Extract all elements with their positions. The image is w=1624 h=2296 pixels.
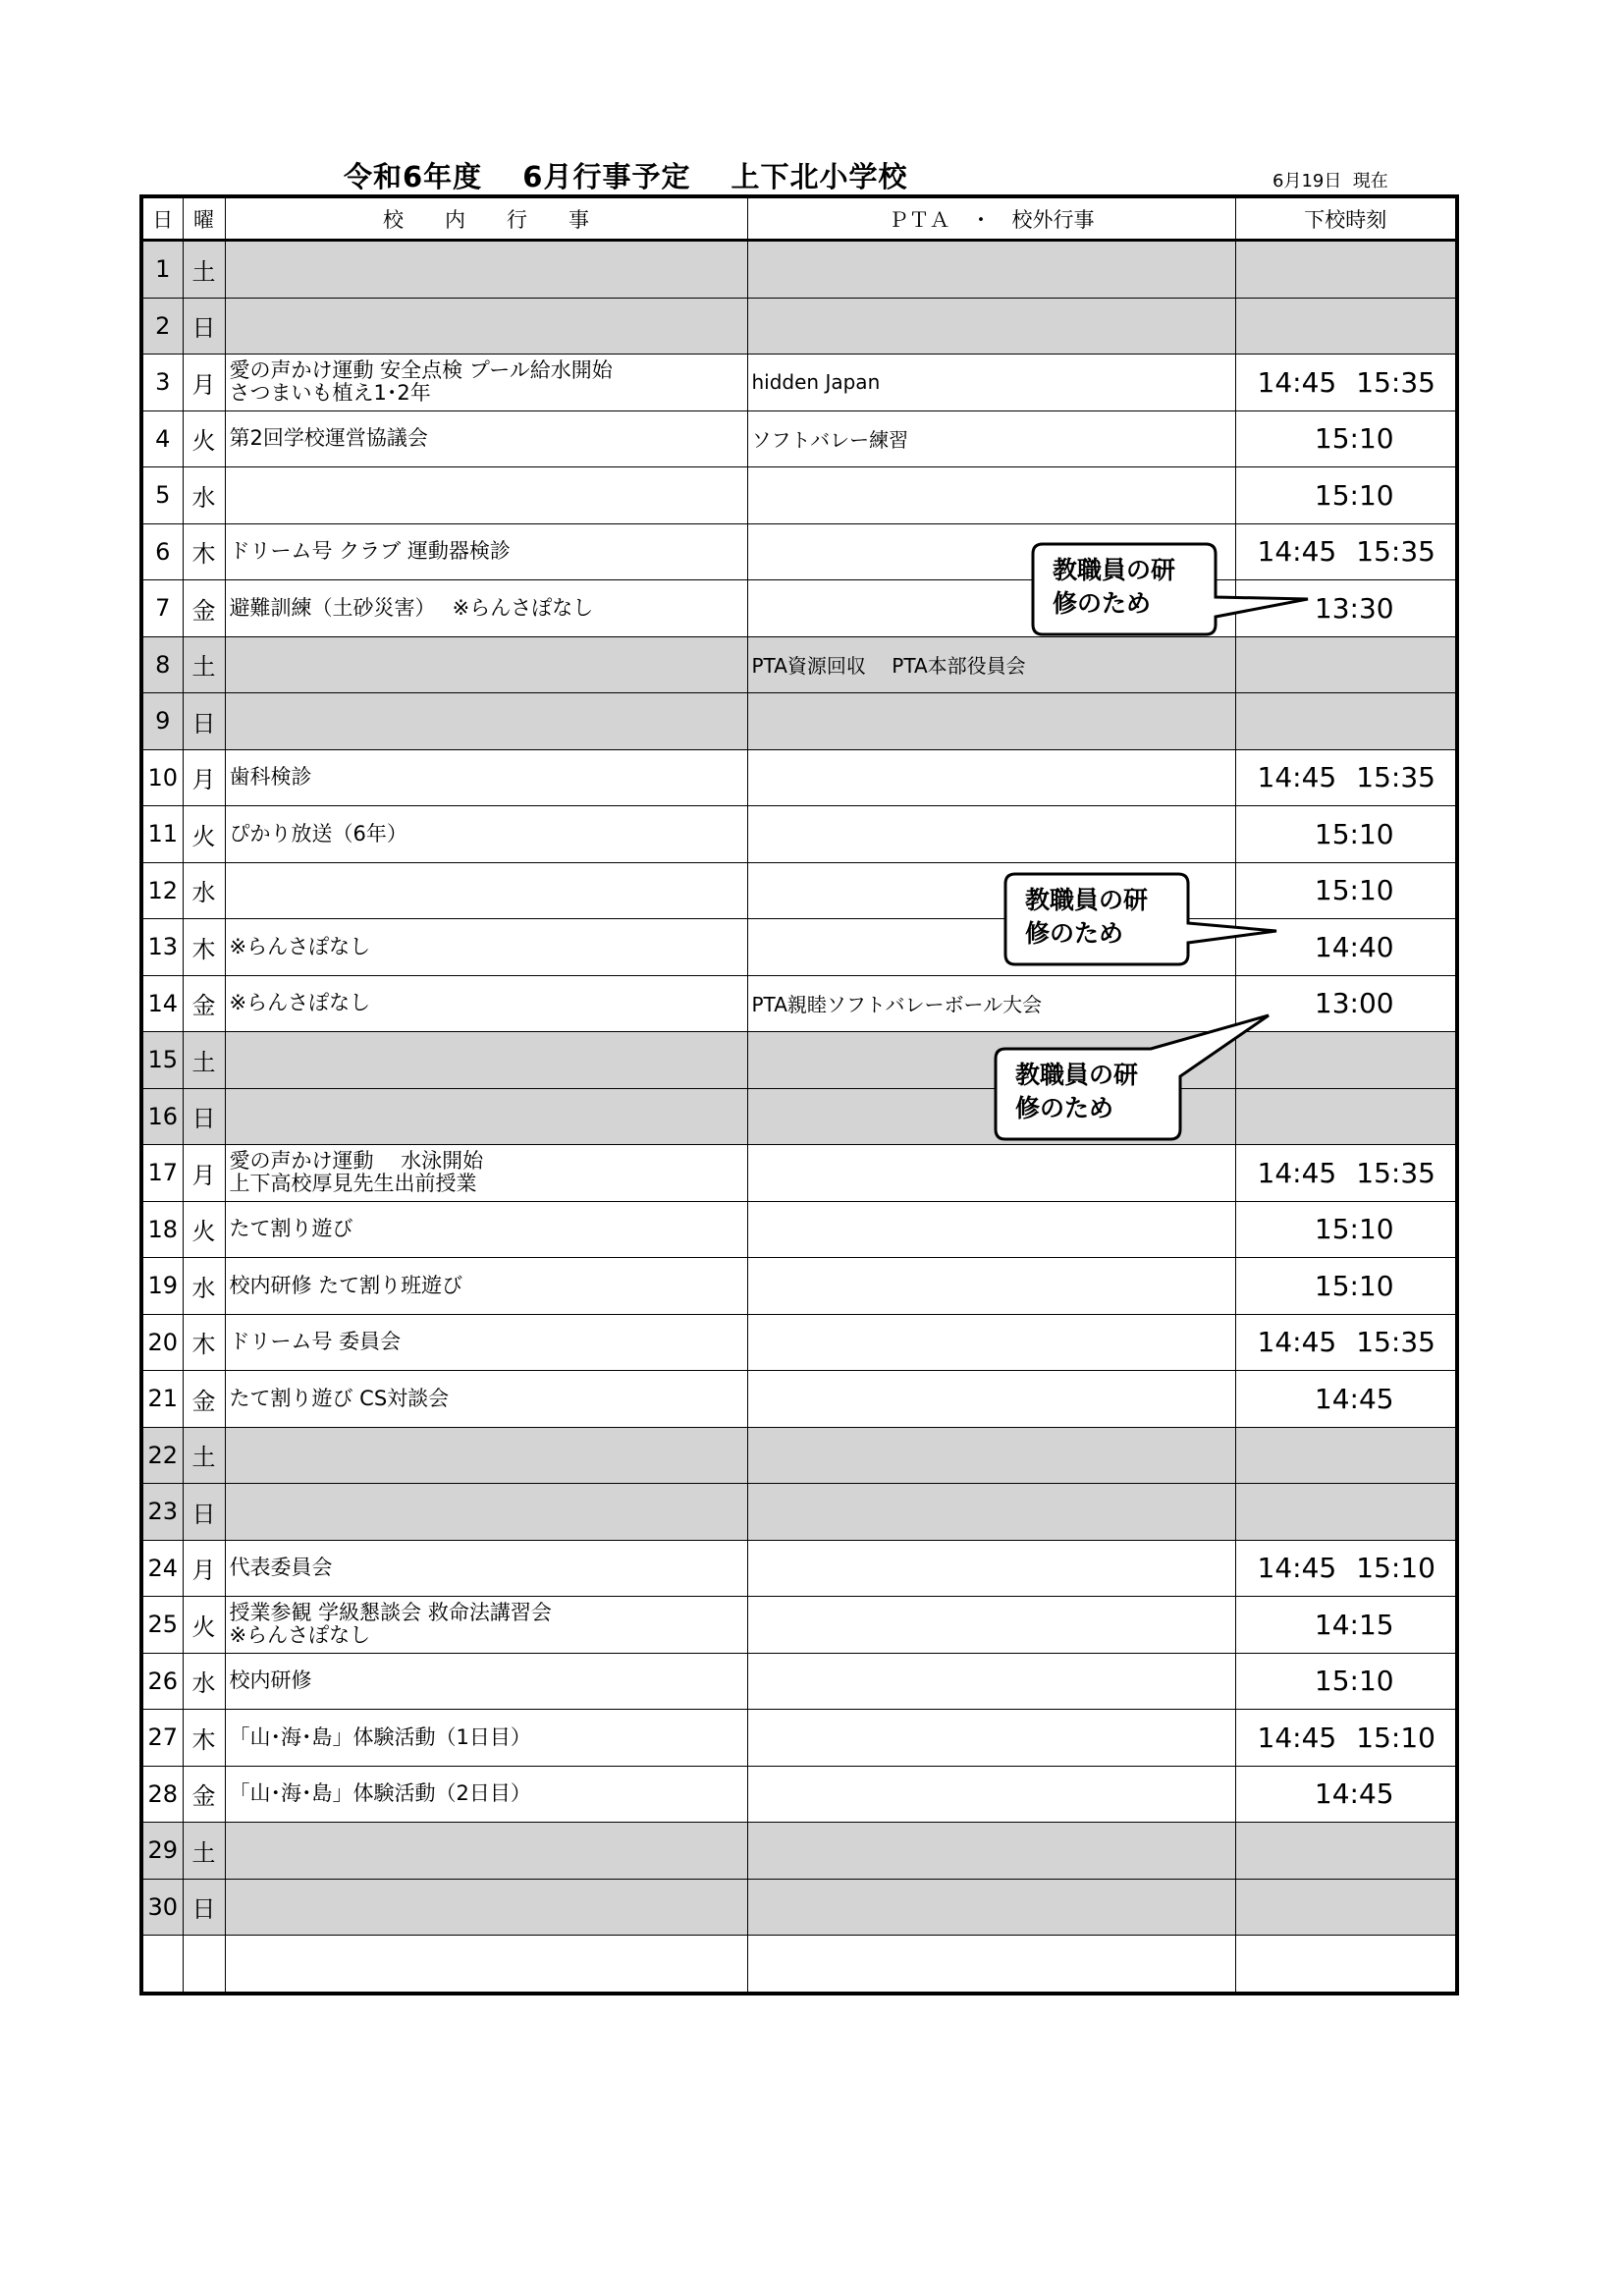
weekday-cell: 日 bbox=[183, 1879, 225, 1936]
callout-text: 教職員の研 修のため bbox=[1025, 886, 1149, 948]
table-row bbox=[141, 693, 1457, 750]
day-cell: 3 bbox=[141, 355, 183, 411]
day-cell: 1 bbox=[141, 241, 183, 299]
dismissal-time-pair bbox=[1236, 1157, 1456, 1189]
weekday-cell: 火 bbox=[183, 410, 225, 467]
dismissal-time-cell bbox=[1235, 241, 1457, 299]
weekday-cell: 木 bbox=[183, 1314, 225, 1371]
day-cell bbox=[141, 1936, 183, 1994]
table-row bbox=[141, 1879, 1457, 1936]
table-row bbox=[141, 298, 1457, 355]
table-row bbox=[141, 241, 1457, 299]
dismissal-time-cell bbox=[1235, 1145, 1457, 1202]
callout-text: 教職員の研 修のため bbox=[1053, 556, 1176, 618]
dismissal-time-cell bbox=[1235, 1766, 1457, 1823]
header-row bbox=[141, 196, 1457, 241]
dismissal-time-cell bbox=[1235, 806, 1457, 863]
day-cell: 26 bbox=[141, 1653, 183, 1710]
dismissal-time: 13:00 bbox=[1314, 987, 1394, 1020]
dismissal-time-early: 14:45 bbox=[1257, 1326, 1337, 1359]
dismissal-time-cell bbox=[1235, 1597, 1457, 1654]
callout-text: 教職員の研 修のため bbox=[1015, 1061, 1139, 1122]
school-event-cell: 歯科検診 bbox=[225, 749, 747, 806]
dismissal-time-pair bbox=[1236, 1552, 1456, 1584]
pta-event-cell bbox=[747, 693, 1235, 750]
weekday-cell: 月 bbox=[183, 1540, 225, 1597]
schedule-body bbox=[141, 241, 1457, 1994]
school-event-cell bbox=[225, 467, 747, 524]
weekday-cell: 火 bbox=[183, 806, 225, 863]
weekday-cell: 日 bbox=[183, 1088, 225, 1145]
pta-event-cell bbox=[747, 1427, 1235, 1484]
weekday-cell: 月 bbox=[183, 355, 225, 411]
school-event-cell: 愛の声かけ運動 安全点検 プール給水開始 さつまいも植え1･2年 bbox=[225, 355, 747, 411]
dismissal-time: 15:10 bbox=[1314, 1269, 1394, 1302]
pta-event-cell bbox=[747, 1314, 1235, 1371]
dismissal-time: 15:10 bbox=[1314, 1213, 1394, 1246]
table-row bbox=[141, 1766, 1457, 1823]
table-row bbox=[141, 1427, 1457, 1484]
school-event-cell bbox=[225, 1879, 747, 1936]
dismissal-time: 14:15 bbox=[1314, 1608, 1394, 1641]
pta-event-cell bbox=[747, 1936, 1235, 1994]
dismissal-time-late: 15:35 bbox=[1356, 535, 1435, 569]
weekday-cell: 木 bbox=[183, 523, 225, 580]
dismissal-time-late: 15:35 bbox=[1356, 365, 1435, 399]
dismissal-time-early: 14:45 bbox=[1257, 1721, 1337, 1754]
school-event-cell bbox=[225, 241, 747, 299]
table-row bbox=[141, 1371, 1457, 1428]
pta-event-cell bbox=[747, 241, 1235, 299]
school-event-cell: ※らんさぽなし bbox=[225, 975, 747, 1032]
dismissal-time-cell bbox=[1235, 298, 1457, 355]
day-cell: 13 bbox=[141, 919, 183, 976]
pta-event-cell bbox=[747, 1597, 1235, 1654]
school-event-cell bbox=[225, 1823, 747, 1880]
table-row bbox=[141, 1145, 1457, 1202]
table-row bbox=[141, 410, 1457, 467]
school-event-cell bbox=[225, 1484, 747, 1541]
day-cell: 14 bbox=[141, 975, 183, 1032]
pta-event-cell: PTA資源回収 PTA本部役員会 bbox=[747, 636, 1235, 693]
school-event-cell bbox=[225, 1088, 747, 1145]
day-cell: 18 bbox=[141, 1201, 183, 1258]
school-event-cell: 授業参観 学級懇談会 救命法講習会 ※らんさぽなし bbox=[225, 1597, 747, 1654]
dismissal-time-cell bbox=[1235, 1936, 1457, 1994]
weekday-cell: 土 bbox=[183, 636, 225, 693]
school-event-cell bbox=[225, 693, 747, 750]
school-event-cell: 「山･海･島」体験活動（1日目） bbox=[225, 1710, 747, 1767]
day-cell: 7 bbox=[141, 580, 183, 637]
day-cell: 5 bbox=[141, 467, 183, 524]
callout-teacher-training-2 bbox=[1003, 872, 1190, 966]
dismissal-time-cell bbox=[1235, 1823, 1457, 1880]
dismissal-time-early: 14:45 bbox=[1257, 365, 1337, 399]
dismissal-time: 15:10 bbox=[1314, 817, 1394, 850]
page-title: 令和6年度 6月行事予定 上下北小学校 bbox=[344, 160, 908, 193]
table-row bbox=[141, 523, 1457, 580]
table-row bbox=[141, 467, 1457, 524]
pta-event-cell bbox=[747, 1201, 1235, 1258]
day-cell: 23 bbox=[141, 1484, 183, 1541]
school-event-cell: 代表委員会 bbox=[225, 1540, 747, 1597]
table-row bbox=[141, 919, 1457, 976]
table-row bbox=[141, 1710, 1457, 1767]
dismissal-time-cell bbox=[1235, 975, 1457, 1032]
school-event-cell: ドリーム号 クラブ 運動器検診 bbox=[225, 523, 747, 580]
school-event-cell: ※らんさぽなし bbox=[225, 919, 747, 976]
weekday-cell: 土 bbox=[183, 1823, 225, 1880]
school-event-cell bbox=[225, 1032, 747, 1089]
dismissal-time-late: 15:10 bbox=[1356, 1552, 1435, 1585]
table-row bbox=[141, 1201, 1457, 1258]
pta-event-cell bbox=[747, 806, 1235, 863]
day-cell: 20 bbox=[141, 1314, 183, 1371]
pta-event-cell bbox=[747, 1484, 1235, 1541]
as-of-date: 6月19日 現在 bbox=[1272, 171, 1388, 191]
weekday-cell: 木 bbox=[183, 1710, 225, 1767]
dismissal-time: 15:10 bbox=[1314, 478, 1394, 512]
dismissal-time-late: 15:35 bbox=[1356, 1156, 1435, 1189]
dismissal-time-early: 14:45 bbox=[1257, 1156, 1337, 1189]
pta-event-cell bbox=[747, 1145, 1235, 1202]
school-event-cell: 愛の声かけ運動 水泳開始 上下高校厚見先生出前授業 bbox=[225, 1145, 747, 1202]
pta-event-cell bbox=[747, 1823, 1235, 1880]
school-event-cell: 校内研修 たて割り班遊び bbox=[225, 1258, 747, 1315]
dismissal-time-cell bbox=[1235, 1710, 1457, 1767]
dismissal-time: 15:10 bbox=[1314, 874, 1394, 907]
weekday-cell: 月 bbox=[183, 1145, 225, 1202]
dismissal-time-cell bbox=[1235, 749, 1457, 806]
pta-event-cell bbox=[747, 1653, 1235, 1710]
column-header-school-events: 校 内 行 事 bbox=[225, 196, 747, 241]
weekday-cell: 土 bbox=[183, 1032, 225, 1089]
pta-event-cell bbox=[747, 467, 1235, 524]
day-cell: 10 bbox=[141, 749, 183, 806]
dismissal-time-cell bbox=[1235, 1258, 1457, 1315]
weekday-cell: 月 bbox=[183, 749, 225, 806]
weekday-cell: 水 bbox=[183, 1653, 225, 1710]
column-header-weekday: 曜 bbox=[183, 196, 225, 241]
dismissal-time-pair bbox=[1236, 366, 1456, 399]
dismissal-time-cell bbox=[1235, 355, 1457, 411]
table-row bbox=[141, 1258, 1457, 1315]
day-cell: 12 bbox=[141, 862, 183, 919]
column-header-day: 日 bbox=[141, 196, 183, 241]
table-row bbox=[141, 1540, 1457, 1597]
dismissal-time-cell bbox=[1235, 1371, 1457, 1428]
school-event-cell: 「山･海･島」体験活動（2日目） bbox=[225, 1766, 747, 1823]
table-row bbox=[141, 749, 1457, 806]
day-cell: 2 bbox=[141, 298, 183, 355]
weekday-cell: 水 bbox=[183, 467, 225, 524]
dismissal-time-cell bbox=[1235, 580, 1457, 637]
day-cell: 29 bbox=[141, 1823, 183, 1880]
pta-event-cell: ソフトバレー練習 bbox=[747, 410, 1235, 467]
dismissal-time: 15:10 bbox=[1314, 422, 1394, 456]
column-header-pta-events: ＰＴＡ ・ 校外行事 bbox=[747, 196, 1235, 241]
day-cell: 8 bbox=[141, 636, 183, 693]
day-cell: 24 bbox=[141, 1540, 183, 1597]
school-event-cell: たて割り遊び bbox=[225, 1201, 747, 1258]
table-row bbox=[141, 636, 1457, 693]
dismissal-time-pair bbox=[1236, 1722, 1456, 1754]
dismissal-time-cell bbox=[1235, 467, 1457, 524]
pta-event-cell bbox=[747, 1540, 1235, 1597]
column-header-dismissal-time: 下校時刻 bbox=[1235, 196, 1457, 241]
dismissal-time-early: 14:45 bbox=[1257, 535, 1337, 569]
day-cell: 17 bbox=[141, 1145, 183, 1202]
dismissal-time-cell bbox=[1235, 1427, 1457, 1484]
dismissal-time-pair bbox=[1236, 761, 1456, 793]
pta-event-cell: PTA親睦ソフトバレーボール大会 bbox=[747, 975, 1235, 1032]
table-row bbox=[141, 1597, 1457, 1654]
dismissal-time: 15:10 bbox=[1314, 1665, 1394, 1698]
dismissal-time-cell bbox=[1235, 636, 1457, 693]
weekday-cell: 日 bbox=[183, 298, 225, 355]
day-cell: 25 bbox=[141, 1597, 183, 1654]
pta-event-cell bbox=[747, 298, 1235, 355]
callout-teacher-training-3 bbox=[994, 1047, 1180, 1141]
pta-event-cell bbox=[747, 1371, 1235, 1428]
dismissal-time-cell bbox=[1235, 1540, 1457, 1597]
day-cell: 19 bbox=[141, 1258, 183, 1315]
school-event-cell: ドリーム号 委員会 bbox=[225, 1314, 747, 1371]
day-cell: 9 bbox=[141, 693, 183, 750]
day-cell: 4 bbox=[141, 410, 183, 467]
dismissal-time-cell bbox=[1235, 1201, 1457, 1258]
school-event-cell bbox=[225, 636, 747, 693]
weekday-cell: 土 bbox=[183, 1427, 225, 1484]
pta-event-cell bbox=[747, 1710, 1235, 1767]
weekday-cell: 金 bbox=[183, 1766, 225, 1823]
weekday-cell: 木 bbox=[183, 919, 225, 976]
dismissal-time-cell bbox=[1235, 410, 1457, 467]
weekday-cell: 水 bbox=[183, 1258, 225, 1315]
table-row bbox=[141, 1484, 1457, 1541]
school-event-cell: たて割り遊び CS対談会 bbox=[225, 1371, 747, 1428]
dismissal-time-late: 15:35 bbox=[1356, 761, 1435, 794]
dismissal-time-early: 14:45 bbox=[1257, 761, 1337, 794]
dismissal-time: 14:40 bbox=[1314, 930, 1394, 963]
day-cell: 22 bbox=[141, 1427, 183, 1484]
day-cell: 27 bbox=[141, 1710, 183, 1767]
day-cell: 16 bbox=[141, 1088, 183, 1145]
dismissal-time-cell bbox=[1235, 1032, 1457, 1089]
school-event-cell bbox=[225, 298, 747, 355]
weekday-cell: 土 bbox=[183, 241, 225, 299]
dismissal-time-cell bbox=[1235, 1484, 1457, 1541]
dismissal-time-early: 14:45 bbox=[1257, 1552, 1337, 1585]
dismissal-time-late: 15:10 bbox=[1356, 1721, 1435, 1754]
pta-event-cell bbox=[747, 1766, 1235, 1823]
school-event-cell: ぴかり放送（6年） bbox=[225, 806, 747, 863]
dismissal-time-cell bbox=[1235, 1314, 1457, 1371]
weekday-cell bbox=[183, 1936, 225, 1994]
dismissal-time: 13:30 bbox=[1314, 591, 1394, 625]
day-cell: 11 bbox=[141, 806, 183, 863]
dismissal-time: 14:45 bbox=[1314, 1777, 1394, 1811]
pta-event-cell bbox=[747, 1879, 1235, 1936]
callout-teacher-training-1 bbox=[1031, 542, 1218, 636]
dismissal-time-cell bbox=[1235, 1088, 1457, 1145]
day-cell: 30 bbox=[141, 1879, 183, 1936]
day-cell: 15 bbox=[141, 1032, 183, 1089]
dismissal-time-cell bbox=[1235, 1653, 1457, 1710]
school-event-cell bbox=[225, 1936, 747, 1994]
school-event-cell: 第2回学校運営協議会 bbox=[225, 410, 747, 467]
day-cell: 21 bbox=[141, 1371, 183, 1428]
dismissal-time: 14:45 bbox=[1314, 1382, 1394, 1415]
school-event-cell: 避難訓練（土砂災害） ※らんさぽなし bbox=[225, 580, 747, 637]
school-event-cell bbox=[225, 862, 747, 919]
dismissal-time-cell bbox=[1235, 862, 1457, 919]
table-row bbox=[141, 355, 1457, 411]
table-row bbox=[141, 1936, 1457, 1994]
weekday-cell: 金 bbox=[183, 1371, 225, 1428]
dismissal-time-pair bbox=[1236, 1326, 1456, 1358]
school-event-cell: 校内研修 bbox=[225, 1653, 747, 1710]
table-row bbox=[141, 862, 1457, 919]
dismissal-time-cell bbox=[1235, 523, 1457, 580]
dismissal-time-late: 15:35 bbox=[1356, 1326, 1435, 1359]
dismissal-time-pair bbox=[1236, 535, 1456, 568]
table-row bbox=[141, 1088, 1457, 1145]
weekday-cell: 金 bbox=[183, 580, 225, 637]
table-row bbox=[141, 806, 1457, 863]
dismissal-time-cell bbox=[1235, 919, 1457, 976]
weekday-cell: 火 bbox=[183, 1201, 225, 1258]
weekday-cell: 水 bbox=[183, 862, 225, 919]
weekday-cell: 日 bbox=[183, 1484, 225, 1541]
pta-event-cell bbox=[747, 1258, 1235, 1315]
schedule-table bbox=[139, 194, 1459, 1995]
table-row bbox=[141, 1032, 1457, 1089]
table-row bbox=[141, 1653, 1457, 1710]
school-event-cell bbox=[225, 1427, 747, 1484]
weekday-cell: 日 bbox=[183, 693, 225, 750]
weekday-cell: 金 bbox=[183, 975, 225, 1032]
day-cell: 28 bbox=[141, 1766, 183, 1823]
dismissal-time-cell bbox=[1235, 693, 1457, 750]
pta-event-cell bbox=[747, 749, 1235, 806]
table-row bbox=[141, 1823, 1457, 1880]
weekday-cell: 火 bbox=[183, 1597, 225, 1654]
pta-event-cell: hidden Japan bbox=[747, 355, 1235, 411]
table-row bbox=[141, 1314, 1457, 1371]
dismissal-time-cell bbox=[1235, 1879, 1457, 1936]
day-cell: 6 bbox=[141, 523, 183, 580]
